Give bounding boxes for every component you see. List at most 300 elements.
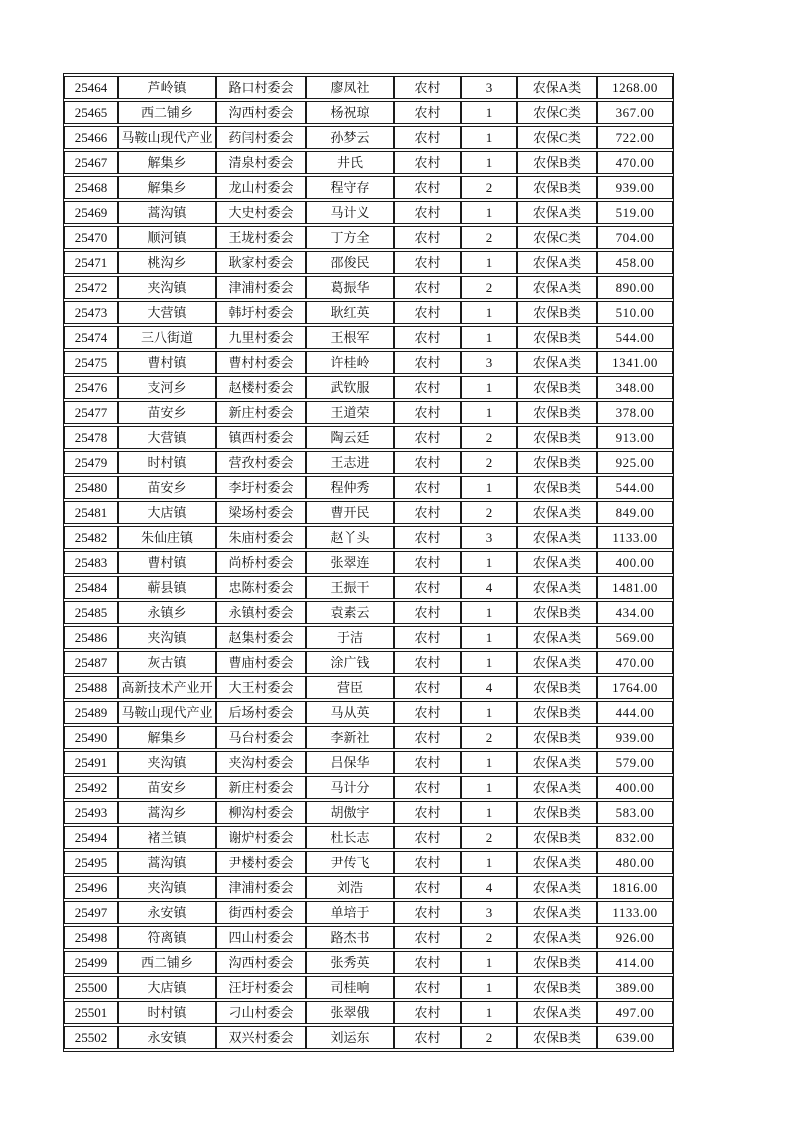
cell-person-count: 1 bbox=[461, 101, 517, 124]
cell-village-committee: 营孜村委会 bbox=[216, 451, 306, 474]
cell-person-name: 王志进 bbox=[306, 451, 394, 474]
cell-person-count: 1 bbox=[461, 851, 517, 874]
table-row bbox=[64, 451, 673, 474]
cell-village-committee: 路口村委会 bbox=[216, 76, 306, 99]
table-row bbox=[64, 976, 673, 999]
cell-township: 蕲县镇 bbox=[118, 576, 216, 599]
cell-insurance-category: 农保B类 bbox=[517, 401, 597, 424]
cell-amount: 510.00 bbox=[597, 301, 673, 324]
cell-township: 夹沟镇 bbox=[118, 876, 216, 899]
cell-amount: 704.00 bbox=[597, 226, 673, 249]
table-row bbox=[64, 676, 673, 699]
cell-village-committee: 四山村委会 bbox=[216, 926, 306, 949]
cell-person-count: 1 bbox=[461, 551, 517, 574]
cell-household-type: 农村 bbox=[394, 576, 461, 599]
cell-amount: 890.00 bbox=[597, 276, 673, 299]
cell-record-id: 25500 bbox=[64, 976, 118, 999]
cell-household-type: 农村 bbox=[394, 101, 461, 124]
cell-village-committee: 刁山村委会 bbox=[216, 1001, 306, 1024]
cell-township: 解集乡 bbox=[118, 176, 216, 199]
cell-household-type: 农村 bbox=[394, 601, 461, 624]
cell-household-type: 农村 bbox=[394, 726, 461, 749]
cell-insurance-category: 农保B类 bbox=[517, 426, 597, 449]
cell-village-committee: 李圩村委会 bbox=[216, 476, 306, 499]
cell-record-id: 25475 bbox=[64, 351, 118, 374]
cell-township: 苗安乡 bbox=[118, 476, 216, 499]
cell-township: 蒿沟镇 bbox=[118, 201, 216, 224]
cell-person-name: 马计义 bbox=[306, 201, 394, 224]
cell-household-type: 农村 bbox=[394, 126, 461, 149]
cell-household-type: 农村 bbox=[394, 926, 461, 949]
cell-township: 时村镇 bbox=[118, 451, 216, 474]
cell-village-committee: 王垅村委会 bbox=[216, 226, 306, 249]
cell-household-type: 农村 bbox=[394, 151, 461, 174]
cell-household-type: 农村 bbox=[394, 201, 461, 224]
cell-township: 灰古镇 bbox=[118, 651, 216, 674]
cell-person-count: 2 bbox=[461, 501, 517, 524]
cell-village-committee: 赵集村委会 bbox=[216, 626, 306, 649]
cell-person-name: 吕保华 bbox=[306, 751, 394, 774]
cell-person-count: 1 bbox=[461, 326, 517, 349]
cell-village-committee: 街西村委会 bbox=[216, 901, 306, 924]
cell-person-name: 于洁 bbox=[306, 626, 394, 649]
cell-amount: 544.00 bbox=[597, 476, 673, 499]
cell-amount: 480.00 bbox=[597, 851, 673, 874]
cell-person-name: 尹传飞 bbox=[306, 851, 394, 874]
cell-village-committee: 沟西村委会 bbox=[216, 951, 306, 974]
cell-person-name: 李新社 bbox=[306, 726, 394, 749]
cell-insurance-category: 农保A类 bbox=[517, 901, 597, 924]
cell-village-committee: 津浦村委会 bbox=[216, 276, 306, 299]
cell-person-name: 营臣 bbox=[306, 676, 394, 699]
cell-person-name: 王根军 bbox=[306, 326, 394, 349]
cell-amount: 470.00 bbox=[597, 151, 673, 174]
cell-insurance-category: 农保C类 bbox=[517, 226, 597, 249]
cell-household-type: 农村 bbox=[394, 1026, 461, 1049]
cell-amount: 1133.00 bbox=[597, 901, 673, 924]
cell-insurance-category: 农保B类 bbox=[517, 976, 597, 999]
cell-person-count: 1 bbox=[461, 776, 517, 799]
cell-village-committee: 津浦村委会 bbox=[216, 876, 306, 899]
cell-person-name: 张秀英 bbox=[306, 951, 394, 974]
cell-record-id: 25469 bbox=[64, 201, 118, 224]
table-row bbox=[64, 76, 673, 99]
cell-insurance-category: 农保B类 bbox=[517, 451, 597, 474]
cell-amount: 639.00 bbox=[597, 1026, 673, 1049]
cell-person-name: 张翠俄 bbox=[306, 1001, 394, 1024]
table-row bbox=[64, 176, 673, 199]
cell-person-count: 2 bbox=[461, 226, 517, 249]
cell-village-committee: 汪圩村委会 bbox=[216, 976, 306, 999]
cell-amount: 389.00 bbox=[597, 976, 673, 999]
cell-township: 曹村镇 bbox=[118, 551, 216, 574]
cell-township: 西二铺乡 bbox=[118, 951, 216, 974]
cell-household-type: 农村 bbox=[394, 826, 461, 849]
cell-record-id: 25497 bbox=[64, 901, 118, 924]
cell-record-id: 25477 bbox=[64, 401, 118, 424]
cell-village-committee: 尹楼村委会 bbox=[216, 851, 306, 874]
cell-household-type: 农村 bbox=[394, 351, 461, 374]
cell-insurance-category: 农保A类 bbox=[517, 851, 597, 874]
cell-person-count: 1 bbox=[461, 951, 517, 974]
cell-person-name: 许桂岭 bbox=[306, 351, 394, 374]
cell-village-committee: 九里村委会 bbox=[216, 326, 306, 349]
cell-township: 夹沟镇 bbox=[118, 276, 216, 299]
cell-person-name: 涂广钱 bbox=[306, 651, 394, 674]
cell-amount: 832.00 bbox=[597, 826, 673, 849]
cell-village-committee: 大史村委会 bbox=[216, 201, 306, 224]
records-table-body bbox=[64, 76, 673, 1049]
cell-insurance-category: 农保A类 bbox=[517, 76, 597, 99]
cell-household-type: 农村 bbox=[394, 501, 461, 524]
cell-household-type: 农村 bbox=[394, 1001, 461, 1024]
cell-insurance-category: 农保A类 bbox=[517, 526, 597, 549]
cell-township: 大店镇 bbox=[118, 976, 216, 999]
cell-village-committee: 大王村委会 bbox=[216, 676, 306, 699]
cell-village-committee: 韩圩村委会 bbox=[216, 301, 306, 324]
cell-amount: 569.00 bbox=[597, 626, 673, 649]
cell-household-type: 农村 bbox=[394, 476, 461, 499]
cell-record-id: 25476 bbox=[64, 376, 118, 399]
cell-township: 大营镇 bbox=[118, 301, 216, 324]
cell-person-name: 葛振华 bbox=[306, 276, 394, 299]
cell-record-id: 25492 bbox=[64, 776, 118, 799]
cell-insurance-category: 农保A类 bbox=[517, 251, 597, 274]
cell-person-count: 1 bbox=[461, 1001, 517, 1024]
cell-amount: 519.00 bbox=[597, 201, 673, 224]
cell-village-committee: 曹村村委会 bbox=[216, 351, 306, 374]
table-row bbox=[64, 776, 673, 799]
cell-person-count: 1 bbox=[461, 401, 517, 424]
cell-record-id: 25481 bbox=[64, 501, 118, 524]
cell-township: 苗安乡 bbox=[118, 776, 216, 799]
cell-person-name: 陶云廷 bbox=[306, 426, 394, 449]
cell-amount: 348.00 bbox=[597, 376, 673, 399]
cell-person-count: 2 bbox=[461, 1026, 517, 1049]
cell-amount: 1481.00 bbox=[597, 576, 673, 599]
cell-amount: 400.00 bbox=[597, 551, 673, 574]
records-table bbox=[64, 74, 673, 1051]
cell-record-id: 25499 bbox=[64, 951, 118, 974]
cell-insurance-category: 农保B类 bbox=[517, 801, 597, 824]
cell-insurance-category: 农保B类 bbox=[517, 676, 597, 699]
cell-person-name: 路杰书 bbox=[306, 926, 394, 949]
cell-village-committee: 梁场村委会 bbox=[216, 501, 306, 524]
cell-household-type: 农村 bbox=[394, 76, 461, 99]
cell-person-count: 4 bbox=[461, 576, 517, 599]
cell-township: 蒿沟乡 bbox=[118, 801, 216, 824]
table-row bbox=[64, 926, 673, 949]
cell-record-id: 25484 bbox=[64, 576, 118, 599]
cell-township: 三八街道 bbox=[118, 326, 216, 349]
cell-township: 夹沟镇 bbox=[118, 626, 216, 649]
cell-insurance-category: 农保B类 bbox=[517, 951, 597, 974]
table-row bbox=[64, 576, 673, 599]
cell-township: 永安镇 bbox=[118, 901, 216, 924]
cell-record-id: 25482 bbox=[64, 526, 118, 549]
cell-person-count: 1 bbox=[461, 651, 517, 674]
cell-township: 苗安乡 bbox=[118, 401, 216, 424]
cell-amount: 444.00 bbox=[597, 701, 673, 724]
cell-insurance-category: 农保B类 bbox=[517, 176, 597, 199]
cell-household-type: 农村 bbox=[394, 626, 461, 649]
cell-record-id: 25464 bbox=[64, 76, 118, 99]
table-row bbox=[64, 851, 673, 874]
cell-amount: 458.00 bbox=[597, 251, 673, 274]
cell-insurance-category: 农保B类 bbox=[517, 826, 597, 849]
cell-amount: 378.00 bbox=[597, 401, 673, 424]
table-row bbox=[64, 376, 673, 399]
cell-insurance-category: 农保B类 bbox=[517, 376, 597, 399]
cell-record-id: 25472 bbox=[64, 276, 118, 299]
table-row bbox=[64, 901, 673, 924]
cell-insurance-category: 农保A类 bbox=[517, 276, 597, 299]
cell-township: 马鞍山现代产业 bbox=[118, 701, 216, 724]
table-row bbox=[64, 551, 673, 574]
cell-insurance-category: 农保C类 bbox=[517, 101, 597, 124]
cell-township: 时村镇 bbox=[118, 1001, 216, 1024]
cell-insurance-category: 农保A类 bbox=[517, 201, 597, 224]
cell-amount: 939.00 bbox=[597, 176, 673, 199]
cell-person-name: 袁素云 bbox=[306, 601, 394, 624]
cell-person-name: 孙梦云 bbox=[306, 126, 394, 149]
cell-person-name: 马从英 bbox=[306, 701, 394, 724]
table-row bbox=[64, 301, 673, 324]
cell-township: 高新技术产业开 bbox=[118, 676, 216, 699]
cell-insurance-category: 农保A类 bbox=[517, 351, 597, 374]
cell-amount: 1133.00 bbox=[597, 526, 673, 549]
cell-person-count: 3 bbox=[461, 901, 517, 924]
table-row bbox=[64, 476, 673, 499]
cell-household-type: 农村 bbox=[394, 376, 461, 399]
table-row bbox=[64, 801, 673, 824]
cell-person-count: 4 bbox=[461, 876, 517, 899]
cell-person-name: 廖凤社 bbox=[306, 76, 394, 99]
cell-township: 解集乡 bbox=[118, 151, 216, 174]
cell-insurance-category: 农保B类 bbox=[517, 726, 597, 749]
cell-record-id: 25473 bbox=[64, 301, 118, 324]
cell-household-type: 农村 bbox=[394, 451, 461, 474]
cell-person-name: 曹开民 bbox=[306, 501, 394, 524]
cell-township: 朱仙庄镇 bbox=[118, 526, 216, 549]
cell-township: 永安镇 bbox=[118, 1026, 216, 1049]
cell-amount: 470.00 bbox=[597, 651, 673, 674]
cell-amount: 1816.00 bbox=[597, 876, 673, 899]
cell-household-type: 农村 bbox=[394, 326, 461, 349]
cell-person-count: 2 bbox=[461, 826, 517, 849]
cell-insurance-category: 农保A类 bbox=[517, 651, 597, 674]
cell-insurance-category: 农保A类 bbox=[517, 876, 597, 899]
cell-insurance-category: 农保B类 bbox=[517, 301, 597, 324]
cell-person-count: 1 bbox=[461, 476, 517, 499]
cell-household-type: 农村 bbox=[394, 951, 461, 974]
cell-township: 西二铺乡 bbox=[118, 101, 216, 124]
cell-person-name: 司桂响 bbox=[306, 976, 394, 999]
cell-village-committee: 镇西村委会 bbox=[216, 426, 306, 449]
table-row bbox=[64, 1026, 673, 1049]
cell-township: 解集乡 bbox=[118, 726, 216, 749]
cell-village-committee: 赵楼村委会 bbox=[216, 376, 306, 399]
table-row bbox=[64, 401, 673, 424]
cell-household-type: 农村 bbox=[394, 901, 461, 924]
cell-amount: 913.00 bbox=[597, 426, 673, 449]
cell-person-name: 杨祝琼 bbox=[306, 101, 394, 124]
cell-village-committee: 药闫村委会 bbox=[216, 126, 306, 149]
cell-township: 永镇乡 bbox=[118, 601, 216, 624]
table-row bbox=[64, 101, 673, 124]
cell-record-id: 25488 bbox=[64, 676, 118, 699]
cell-insurance-category: 农保B类 bbox=[517, 151, 597, 174]
cell-village-committee: 后场村委会 bbox=[216, 701, 306, 724]
cell-village-committee: 永镇村委会 bbox=[216, 601, 306, 624]
cell-record-id: 25483 bbox=[64, 551, 118, 574]
cell-village-committee: 清泉村委会 bbox=[216, 151, 306, 174]
cell-village-committee: 朱庙村委会 bbox=[216, 526, 306, 549]
cell-household-type: 农村 bbox=[394, 276, 461, 299]
table-row bbox=[64, 951, 673, 974]
cell-insurance-category: 农保A类 bbox=[517, 551, 597, 574]
table-frame bbox=[63, 73, 674, 1052]
cell-record-id: 25493 bbox=[64, 801, 118, 824]
cell-person-name: 马计分 bbox=[306, 776, 394, 799]
table-row bbox=[64, 326, 673, 349]
cell-person-count: 3 bbox=[461, 526, 517, 549]
cell-person-count: 2 bbox=[461, 176, 517, 199]
cell-village-committee: 谢炉村委会 bbox=[216, 826, 306, 849]
cell-record-id: 25496 bbox=[64, 876, 118, 899]
cell-household-type: 农村 bbox=[394, 776, 461, 799]
table-row bbox=[64, 501, 673, 524]
cell-village-committee: 柳沟村委会 bbox=[216, 801, 306, 824]
cell-person-count: 2 bbox=[461, 276, 517, 299]
table-row bbox=[64, 276, 673, 299]
cell-township: 顺河镇 bbox=[118, 226, 216, 249]
cell-person-count: 1 bbox=[461, 701, 517, 724]
cell-person-count: 1 bbox=[461, 201, 517, 224]
cell-person-count: 3 bbox=[461, 351, 517, 374]
cell-amount: 722.00 bbox=[597, 126, 673, 149]
cell-amount: 1341.00 bbox=[597, 351, 673, 374]
cell-amount: 925.00 bbox=[597, 451, 673, 474]
cell-record-id: 25474 bbox=[64, 326, 118, 349]
cell-insurance-category: 农保A类 bbox=[517, 751, 597, 774]
cell-person-count: 1 bbox=[461, 301, 517, 324]
cell-person-name: 刘运东 bbox=[306, 1026, 394, 1049]
cell-insurance-category: 农保C类 bbox=[517, 126, 597, 149]
cell-household-type: 农村 bbox=[394, 851, 461, 874]
cell-household-type: 农村 bbox=[394, 676, 461, 699]
cell-insurance-category: 农保A类 bbox=[517, 926, 597, 949]
cell-record-id: 25478 bbox=[64, 426, 118, 449]
cell-village-committee: 曹庙村委会 bbox=[216, 651, 306, 674]
cell-insurance-category: 农保A类 bbox=[517, 776, 597, 799]
cell-amount: 414.00 bbox=[597, 951, 673, 974]
cell-record-id: 25467 bbox=[64, 151, 118, 174]
cell-record-id: 25485 bbox=[64, 601, 118, 624]
cell-person-name: 程仲秀 bbox=[306, 476, 394, 499]
table-row bbox=[64, 251, 673, 274]
cell-person-count: 1 bbox=[461, 976, 517, 999]
table-row bbox=[64, 826, 673, 849]
cell-insurance-category: 农保A类 bbox=[517, 501, 597, 524]
cell-township: 马鞍山现代产业 bbox=[118, 126, 216, 149]
cell-household-type: 农村 bbox=[394, 876, 461, 899]
cell-township: 曹村镇 bbox=[118, 351, 216, 374]
cell-person-name: 单培于 bbox=[306, 901, 394, 924]
cell-household-type: 农村 bbox=[394, 651, 461, 674]
cell-person-count: 3 bbox=[461, 76, 517, 99]
cell-person-name: 赵丫头 bbox=[306, 526, 394, 549]
cell-household-type: 农村 bbox=[394, 426, 461, 449]
cell-insurance-category: 农保B类 bbox=[517, 1026, 597, 1049]
cell-person-count: 1 bbox=[461, 151, 517, 174]
cell-household-type: 农村 bbox=[394, 701, 461, 724]
cell-village-committee: 尚桥村委会 bbox=[216, 551, 306, 574]
cell-person-name: 耿红英 bbox=[306, 301, 394, 324]
cell-person-name: 井氏 bbox=[306, 151, 394, 174]
cell-village-committee: 忠陈村委会 bbox=[216, 576, 306, 599]
cell-village-committee: 马台村委会 bbox=[216, 726, 306, 749]
cell-household-type: 农村 bbox=[394, 751, 461, 774]
table-row bbox=[64, 1001, 673, 1024]
cell-township: 芦岭镇 bbox=[118, 76, 216, 99]
cell-township: 大店镇 bbox=[118, 501, 216, 524]
cell-insurance-category: 农保B类 bbox=[517, 476, 597, 499]
table-row bbox=[64, 351, 673, 374]
cell-amount: 583.00 bbox=[597, 801, 673, 824]
cell-person-count: 1 bbox=[461, 626, 517, 649]
cell-amount: 1764.00 bbox=[597, 676, 673, 699]
cell-person-name: 邵俊民 bbox=[306, 251, 394, 274]
cell-record-id: 25490 bbox=[64, 726, 118, 749]
cell-village-committee: 新庄村委会 bbox=[216, 776, 306, 799]
cell-person-name: 武钦服 bbox=[306, 376, 394, 399]
cell-household-type: 农村 bbox=[394, 251, 461, 274]
cell-record-id: 25479 bbox=[64, 451, 118, 474]
cell-person-count: 1 bbox=[461, 801, 517, 824]
cell-insurance-category: 农保A类 bbox=[517, 576, 597, 599]
cell-record-id: 25491 bbox=[64, 751, 118, 774]
cell-record-id: 25480 bbox=[64, 476, 118, 499]
cell-amount: 400.00 bbox=[597, 776, 673, 799]
table-row bbox=[64, 876, 673, 899]
cell-person-count: 1 bbox=[461, 126, 517, 149]
cell-household-type: 农村 bbox=[394, 976, 461, 999]
table-row bbox=[64, 126, 673, 149]
cell-person-count: 1 bbox=[461, 601, 517, 624]
cell-amount: 367.00 bbox=[597, 101, 673, 124]
cell-person-count: 4 bbox=[461, 676, 517, 699]
cell-person-name: 刘浩 bbox=[306, 876, 394, 899]
cell-insurance-category: 农保B类 bbox=[517, 701, 597, 724]
cell-record-id: 25489 bbox=[64, 701, 118, 724]
cell-record-id: 25498 bbox=[64, 926, 118, 949]
cell-household-type: 农村 bbox=[394, 551, 461, 574]
cell-amount: 849.00 bbox=[597, 501, 673, 524]
cell-household-type: 农村 bbox=[394, 801, 461, 824]
cell-household-type: 农村 bbox=[394, 301, 461, 324]
cell-person-count: 2 bbox=[461, 926, 517, 949]
cell-record-id: 25495 bbox=[64, 851, 118, 874]
cell-amount: 434.00 bbox=[597, 601, 673, 624]
table-row bbox=[64, 226, 673, 249]
cell-person-count: 1 bbox=[461, 376, 517, 399]
cell-person-name: 程守存 bbox=[306, 176, 394, 199]
cell-household-type: 农村 bbox=[394, 526, 461, 549]
cell-amount: 497.00 bbox=[597, 1001, 673, 1024]
cell-record-id: 25471 bbox=[64, 251, 118, 274]
cell-amount: 939.00 bbox=[597, 726, 673, 749]
